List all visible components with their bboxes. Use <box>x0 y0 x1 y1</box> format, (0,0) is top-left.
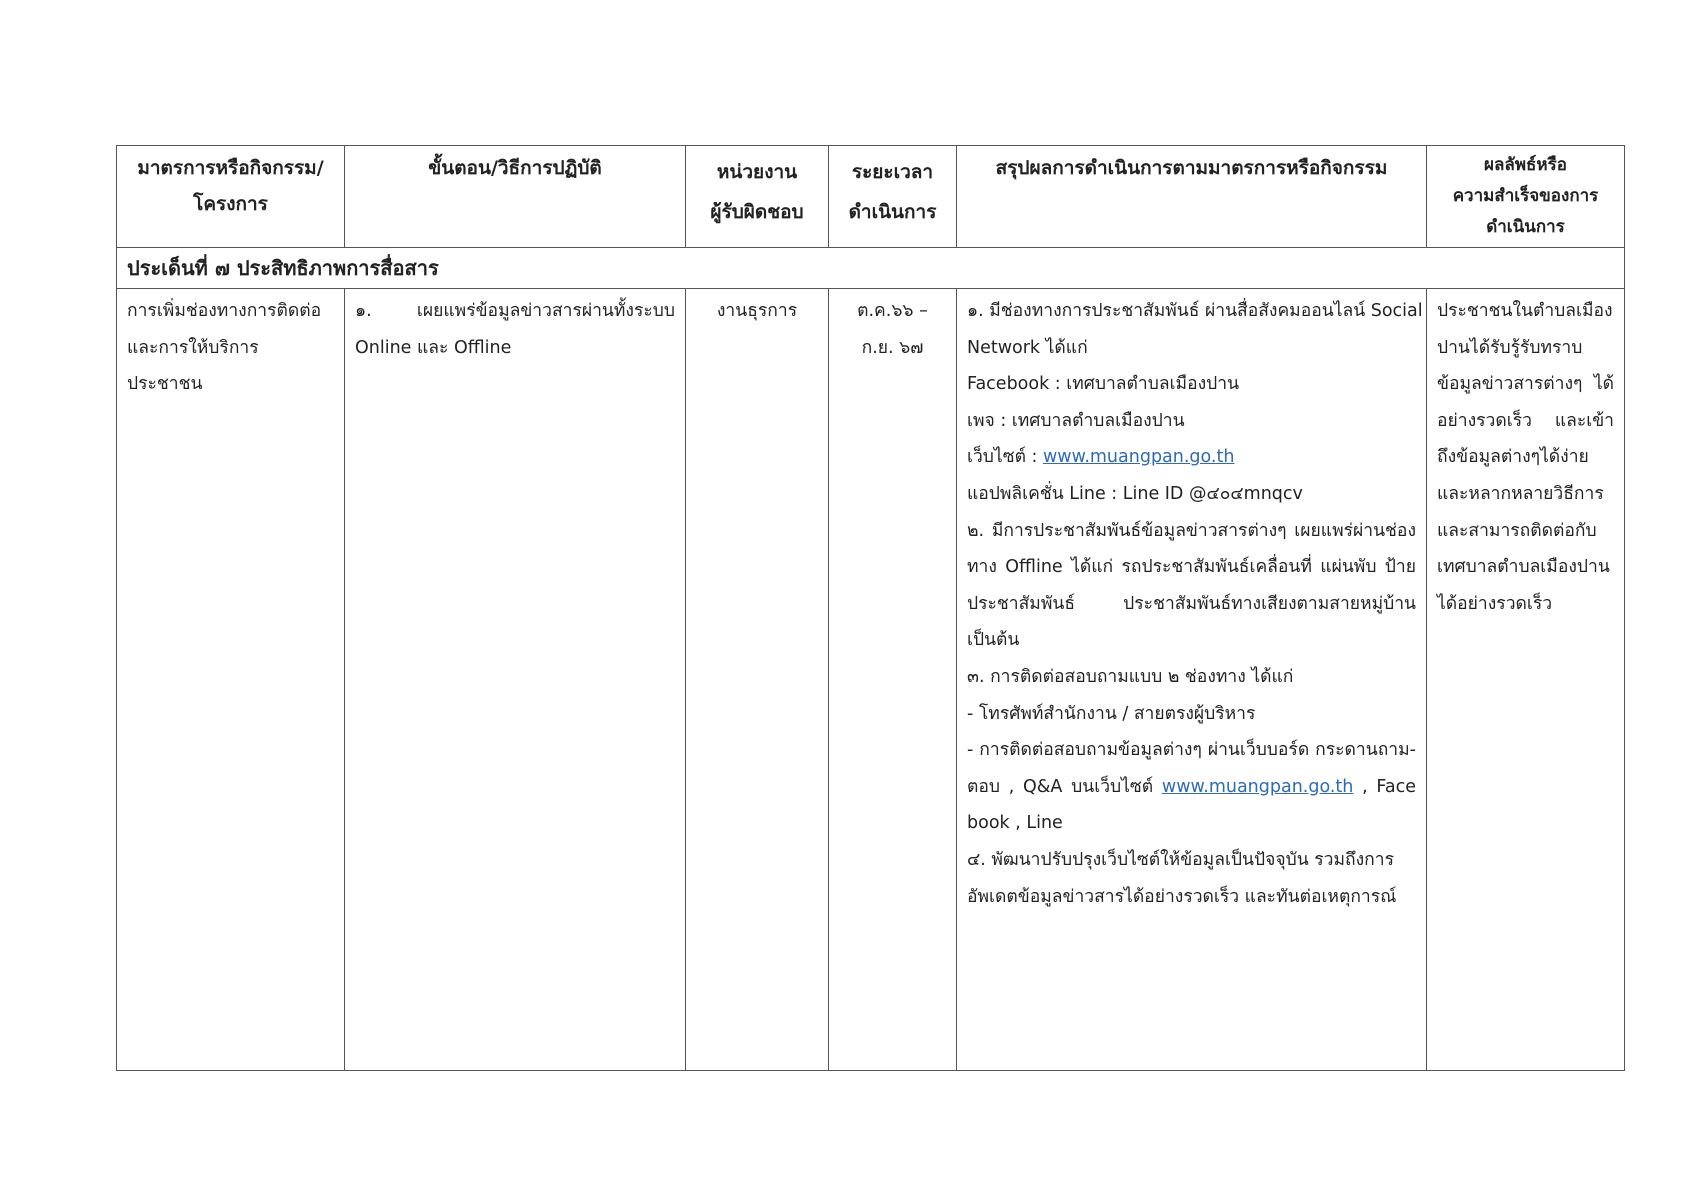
measures-table <box>116 145 1625 1071</box>
section-title: ประเด็นที่ ๗ ประสิทธิภาพการสื่อสาร <box>117 248 1625 289</box>
summary-line: Facebook : เทศบาลตำบลเมืองปาน <box>967 374 1240 395</box>
summary-line: เพจ : เทศบาลตำบลเมืองปาน <box>967 410 1185 431</box>
table-row <box>117 289 1625 1071</box>
section-row <box>117 248 1625 289</box>
summary-line: แอปพลิเคชั่น Line : Line ID @๔๐๔mnqcv <box>967 483 1303 504</box>
summary-line: ๓. การติดต่อสอบถามแบบ ๒ ช่องทาง ได้แก่ <box>967 666 1294 687</box>
period-cell <box>829 289 957 1071</box>
summary-line: ๒. มีการประชาสัมพันธ์ข้อมูลข่าวสารต่างๆ เผยแพร่ผ่านช่องทาง Offline ได้แก่ รถประชาสัมพันธ์เคลื่อนที่ แผ่นพับ ป้ายประชาสัมพันธ์ ประชาสัมพันธ์ทางเสียงตามสายหมู่บ้าน เป็นต้น <box>967 520 1416 651</box>
summary-line: ๔. พัฒนาปรับปรุงเว็บไซต์ให้ข้อมูลเป็นปัจจุบัน รวมถึงการอัพเดตข้อมูลข่าวสารได้อย่างรวดเร็ว และทันต่อเหตุการณ์ <box>967 849 1397 907</box>
header-period: ระยะเวลา ดำเนินการ <box>829 146 957 248</box>
header-measure: มาตรการหรือกิจกรรม/ โครงการ <box>117 146 345 248</box>
summary-cell <box>957 289 1427 1071</box>
period-end: ก.ย. ๖๗ <box>861 337 924 358</box>
header-procedure: ขั้นตอน/วิธีการปฏิบัติ <box>345 146 686 248</box>
report-sheet <box>116 145 1624 1071</box>
header-unit: หน่วยงาน ผู้รับผิดชอบ <box>686 146 829 248</box>
summary-line: ๑. มีช่องทางการประชาสัมพันธ์ ผ่านสื่อสังคมออนไลน์ Social <box>967 301 1423 321</box>
period-start: ต.ค.๖๖ – <box>857 301 928 321</box>
header-summary: สรุปผลการดำเนินการตามมาตรการหรือกิจกรรม <box>957 146 1427 248</box>
unit-cell: งานธุรการ <box>686 289 829 1071</box>
header-result: ผลลัพธ์หรือ ความสำเร็จของการ ดำเนินการ <box>1427 146 1625 248</box>
website-link-qa[interactable]: www.muangpan.go.th <box>1161 776 1354 797</box>
measure-cell: การเพิ่มช่องทางการติดต่อและการให้บริการประชาชน <box>117 289 345 1071</box>
procedure-cell: ๑. เผยแพร่ข้อมูลข่าวสารผ่านทั้งระบบ Online และ Offline <box>345 289 686 1071</box>
result-cell: ประชาชนในตำบลเมืองปานได้รับรู้รับทราบข้อมูลข่าวสารต่างๆ ได้อย่างรวดเร็ว และเข้าถึงข้อมูลต่างๆได้ง่ายและหลากหลายวิธีการ และสามารถติดต่อกับเทศบาลตำบลเมืองปานได้อย่างรวดเร็ว <box>1427 289 1625 1071</box>
summary-line: - การติดต่อสอบถามข้อมูลต่างๆ ผ่านเว็บบอร์ด กระดานถาม-ตอบ , Q&A บนเว็บไซต์ www.muangpan.go.th , Face book , Line <box>967 740 1416 834</box>
website-link[interactable]: www.muangpan.go.th <box>1042 447 1235 468</box>
header-row <box>117 146 1625 248</box>
summary-line: Network ได้แก่ <box>967 337 1088 358</box>
summary-line: เว็บไซต์ : www.muangpan.go.th <box>967 447 1235 468</box>
summary-line: - โทรศัพท์สำนักงาน / สายตรงผู้บริหาร <box>967 703 1256 724</box>
